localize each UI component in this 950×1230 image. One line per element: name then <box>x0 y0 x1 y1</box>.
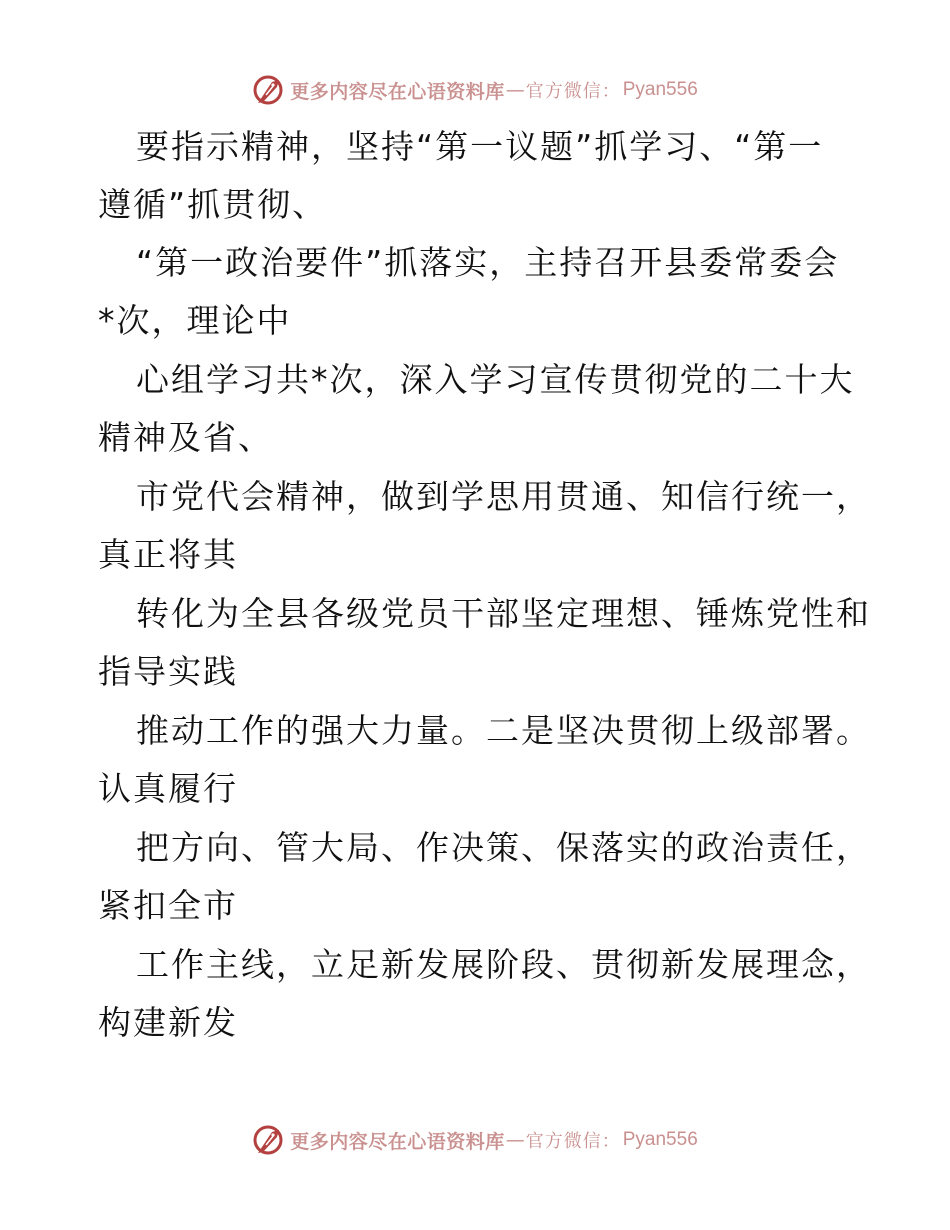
banner-wechat-label: 官方微信： <box>525 81 621 102</box>
banner-wechat-id: Pyan556 <box>622 1129 698 1150</box>
banner-main-text: 更多内容尽在心语资料库 <box>290 1130 505 1153</box>
body-text-line: 精神及省、 <box>98 418 273 457</box>
body-text-line: 心组学习共*次，深入学习宣传贯彻党的二十大 <box>136 360 855 399</box>
body-text-line: 要指示精神，坚持“第一议题”抓学习、“第一 <box>136 127 824 166</box>
footer-watermark-banner <box>0 1120 950 1160</box>
body-text-line: 真正将其 <box>98 535 238 574</box>
body-text-line: 认真履行 <box>98 769 238 808</box>
body-text-line: 工作主线，立足新发展阶段、贯彻新发展理念， <box>136 945 871 984</box>
body-text-line: 转化为全县各级党员干部坚定理想、锤炼党性和 <box>136 594 871 633</box>
banner-wechat-id: Pyan556 <box>622 79 698 100</box>
body-text-line: 紧扣全市 <box>98 886 238 925</box>
banner-separator: — <box>505 79 525 101</box>
body-text-line: 把方向、管大局、作决策、保落实的政治责任， <box>136 828 871 867</box>
body-text-line: 构建新发 <box>98 1003 238 1042</box>
banner-separator: — <box>505 1129 525 1151</box>
body-text-line: *次，理论中 <box>98 301 292 340</box>
body-text-line: 推动工作的强大力量。二是坚决贯彻上级部署。 <box>136 711 871 750</box>
body-text-line: 指导实践 <box>98 652 238 691</box>
body-text-line: 遵循”抓贯彻、 <box>98 185 328 224</box>
banner-wechat-label: 官方微信： <box>525 1131 621 1152</box>
banner-main-text: 更多内容尽在心语资料库 <box>290 80 505 103</box>
pen-nib-logo-icon <box>252 1123 286 1157</box>
body-text-line: 市党代会精神，做到学思用贯通、知信行统一， <box>136 477 871 516</box>
body-text-line: “第一政治要件”抓落实，主持召开县委常委会 <box>136 243 840 282</box>
